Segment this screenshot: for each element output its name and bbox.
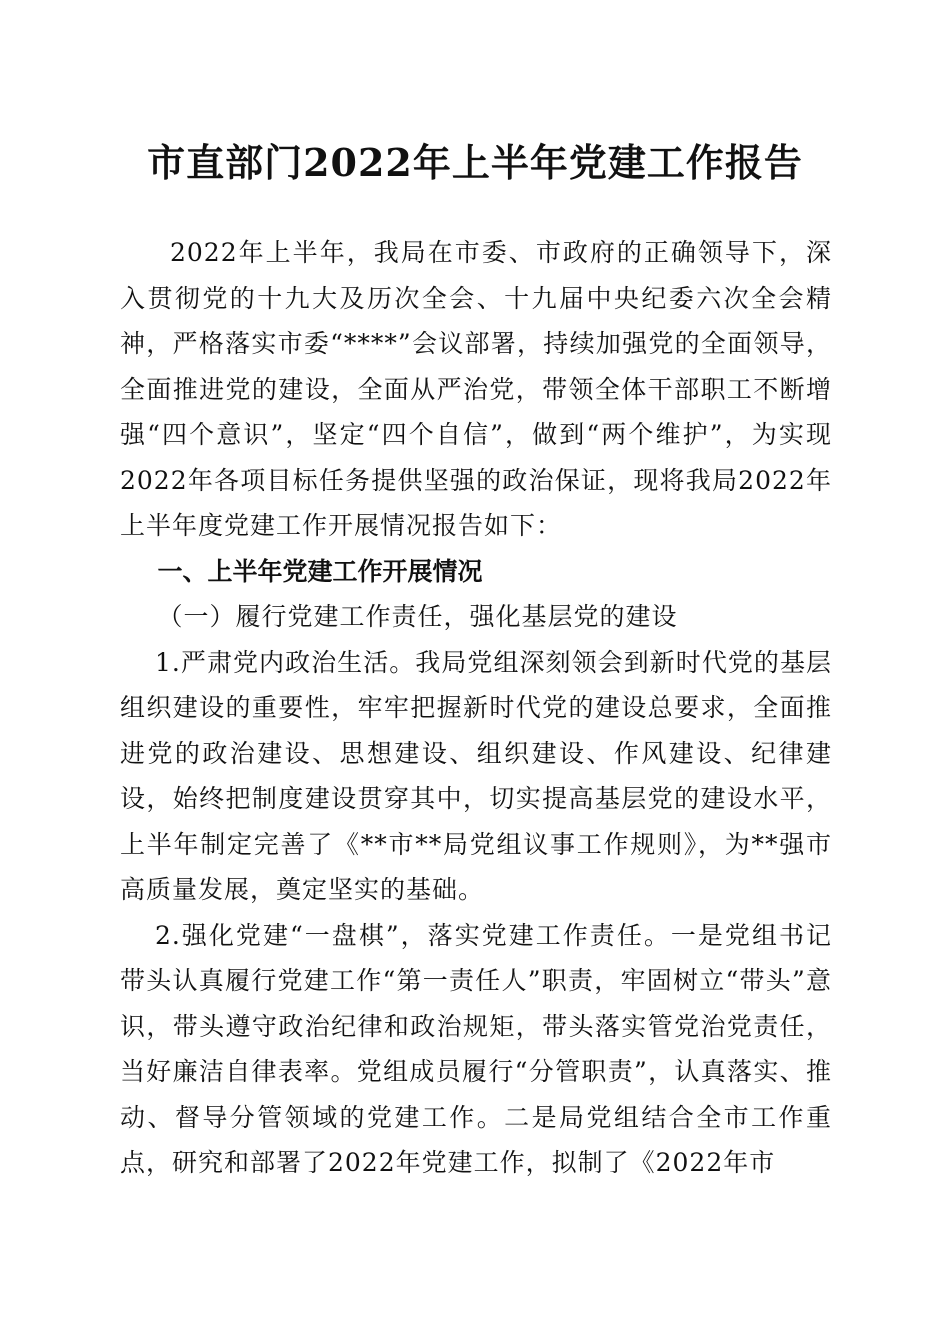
item-paragraph-1: 1.严肃党内政治生活。我局党组深刻领会到新时代党的基层组织建设的重要性，牢牢把握新时代党的建设总要求，全面推进党的政治建设、思想建设、组织建设、作风建设、纪律建设，始终把制度建设贯穿其中，切实提高基层党的建设水平，上半年制定完善了《**市**局党组议事工作规则》，为**强市高质量发展，奠定坚实的基础。 xyxy=(120,647,832,904)
section-heading-1: 一、上半年党建工作开展情况 xyxy=(157,556,483,586)
subsection-heading-1: （一）履行党建工作责任，强化基层党的建设 xyxy=(157,602,678,631)
document-title: 市直部门2022年上半年党建工作报告 xyxy=(147,140,803,185)
item-paragraph-2: 2.强化党建“一盘棋”，落实党建工作责任。一是党组书记带头认真履行党建工作“第一责任人”职责，牢固树立“带头”意识，带头遵守政治纪律和政治规矩，带头落实管党治党责任，当好廉洁自律表率。党组成员履行“分管职责”，认真落实、推动、督导分管领域的党建工作。二是局党组结合全市工作重点，研究和部署了2022年党建工作，拟制了《2022年市 xyxy=(120,920,832,1177)
intro-paragraph: 2022年上半年，我局在市委、市政府的正确领导下，深入贯彻党的十九大及历次全会、十九届中央纪委六次全会精神，严格落实市委“****”会议部署，持续加强党的全面领导，全面推进党的建设，全面从严治党，带领全体干部职工不断增强“四个意识”，坚定“四个自信”，做到“两个维护”，为实现2022年各项目标任务提供坚强的政治保证，现将我局2022年上半年度党建工作开展情况报告如下： xyxy=(120,238,832,540)
document-body xyxy=(120,230,832,1186)
